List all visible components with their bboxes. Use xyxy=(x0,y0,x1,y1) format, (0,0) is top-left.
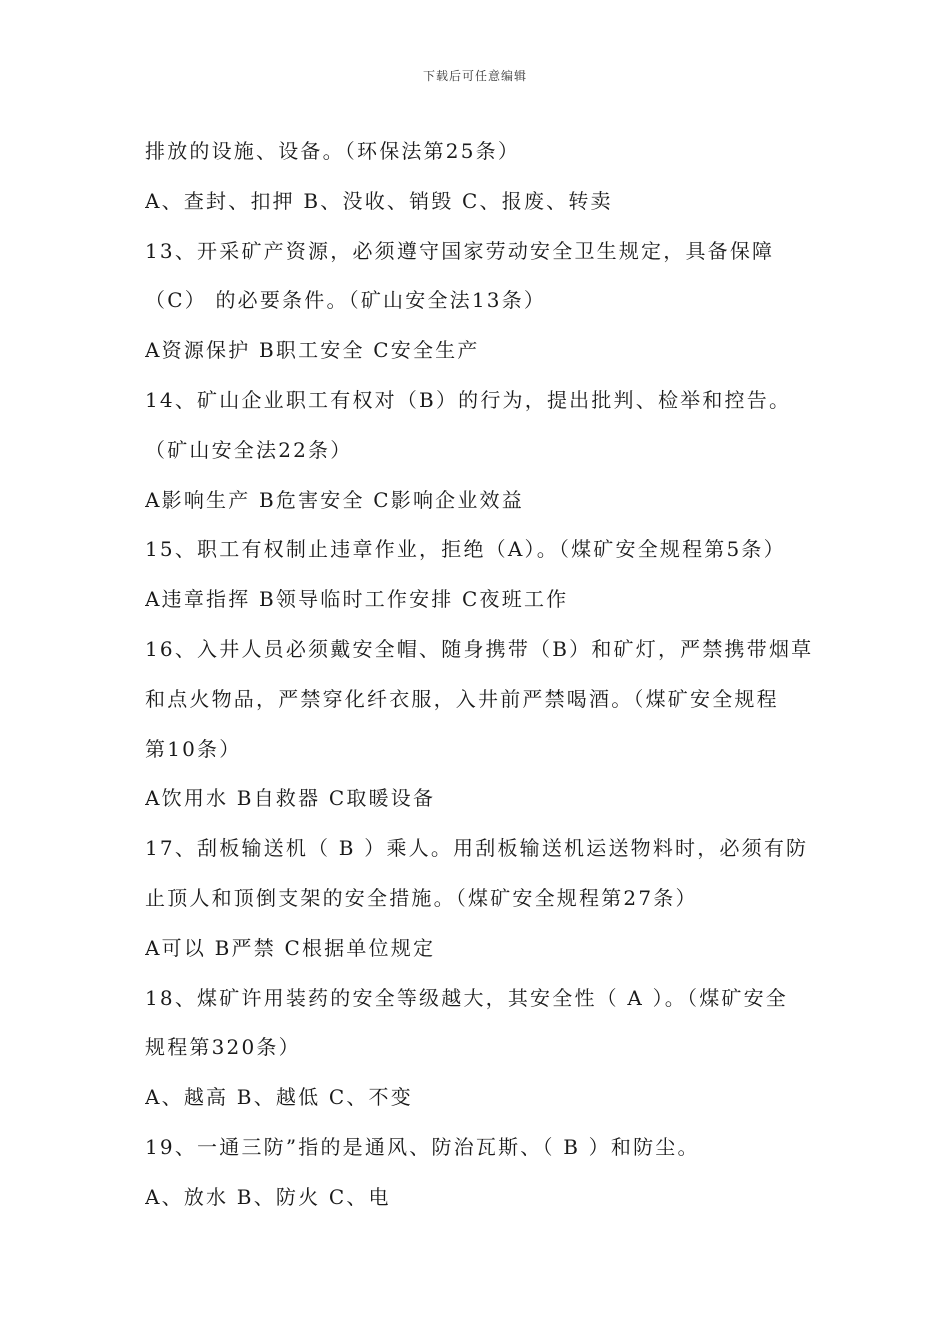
answer-options: A、越高 B、越低 C、不变 xyxy=(145,1085,413,1110)
question-16: 16、入井人员必须戴安全帽、随身携带（B）和矿灯，严禁携带烟草 xyxy=(145,636,814,661)
text-line: 规程第320条） xyxy=(145,1035,301,1060)
text-line: （矿山安全法22条） xyxy=(145,437,353,462)
document-body xyxy=(145,134,815,1230)
question-17: 17、刮板输送机（ B ）乘人。用刮板输送机运送物料时，必须有防 xyxy=(145,836,809,861)
answer-options: A、查封、扣押 B、没收、销毁 C、报废、转卖 xyxy=(145,188,613,213)
text-line: 和点火物品，严禁穿化纤衣服，入井前严禁喝酒。（煤矿安全规程 xyxy=(145,686,779,711)
question-19: 19、一通三防”指的是通风、防治瓦斯、（ B ）和防尘。 xyxy=(145,1134,700,1159)
text-line: 止顶人和顶倒支架的安全措施。（煤矿安全规程第27条） xyxy=(145,885,698,910)
question-15: 15、职工有权制止违章作业，拒绝（A）。（煤矿安全规程第5条） xyxy=(145,537,786,562)
text-line: 排放的设施、设备。（环保法第25条） xyxy=(145,139,521,163)
question-13: 13、开采矿产资源，必须遵守国家劳动安全卫生规定，具备保障 xyxy=(145,238,775,263)
answer-options: A影响生产 B危害安全 C影响企业效益 xyxy=(145,487,524,512)
answer-options: A、放水 B、防火 C、电 xyxy=(145,1184,391,1209)
answer-options: A资源保护 B职工安全 C安全生产 xyxy=(145,338,480,363)
text-line: （C） 的必要条件。（矿山安全法13条） xyxy=(145,288,547,313)
answer-options: A违章指挥 B领导临时工作安排 C夜班工作 xyxy=(145,587,569,612)
text-line: 第10条） xyxy=(145,736,242,761)
question-18: 18、煤矿许用装药的安全等级越大，其安全性（ A ）。（煤矿安全 xyxy=(145,985,789,1010)
question-14: 14、矿山企业职工有权对（B）的行为，提出批判、检举和控告。 xyxy=(145,387,792,412)
header-note: 下载后可任意编辑 xyxy=(422,69,527,83)
answer-options: A可以 B严禁 C根据单位规定 xyxy=(145,935,436,960)
answer-options: A饮用水 B自救器 C取暖设备 xyxy=(145,786,436,811)
